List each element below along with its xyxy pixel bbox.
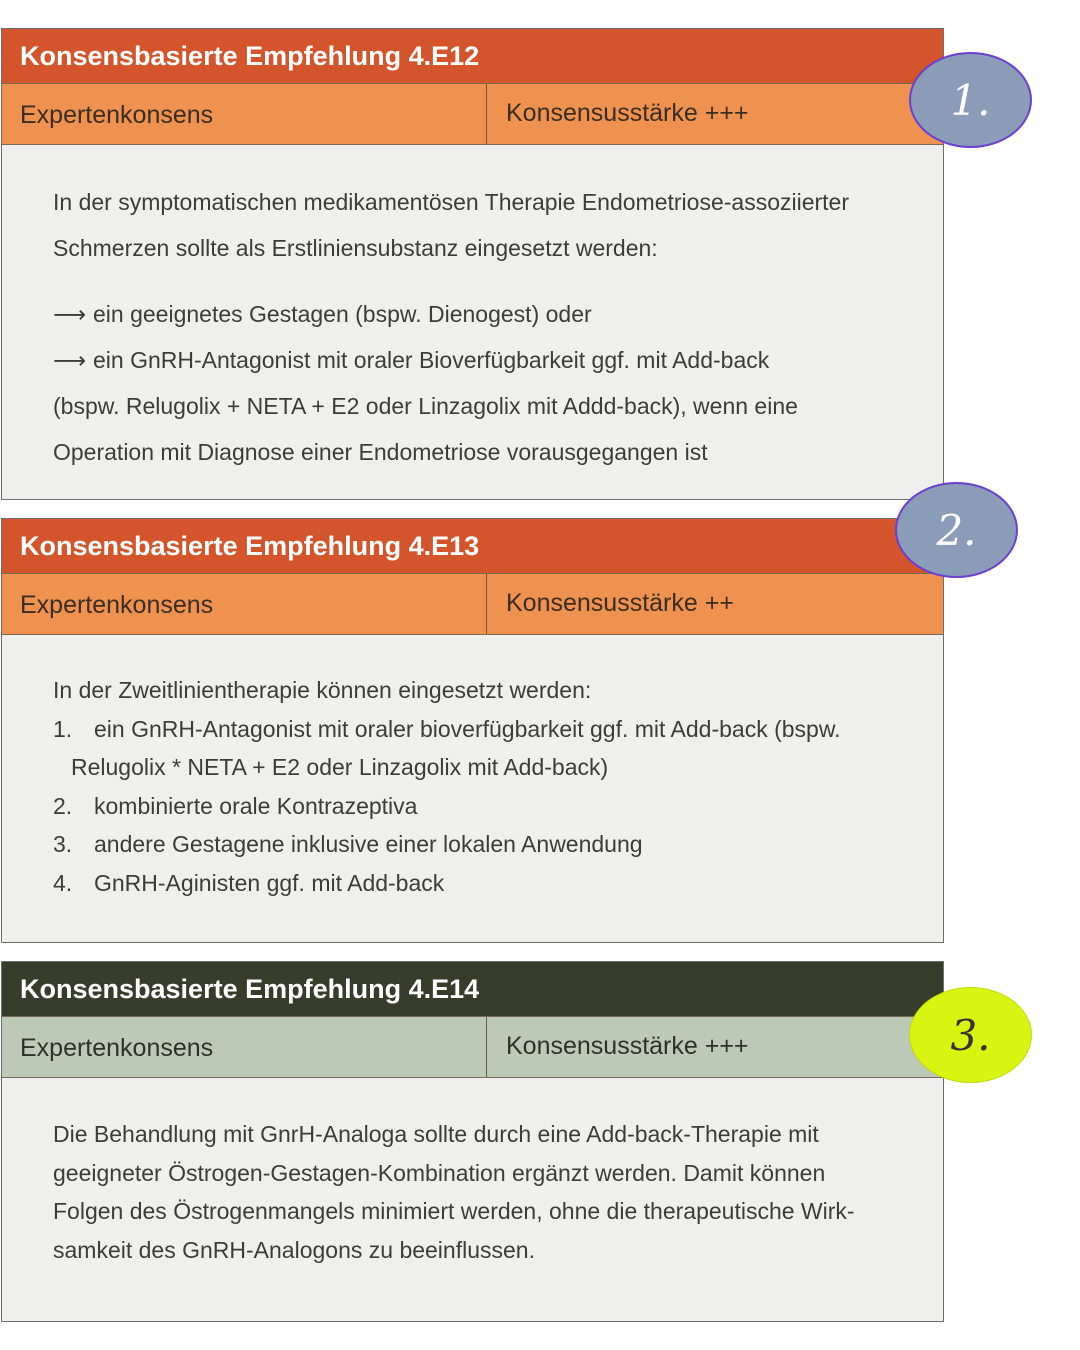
list-number: 3.: [53, 831, 73, 857]
number-badge-2: 2.: [895, 482, 1018, 578]
number-badge-3: 3.: [909, 987, 1032, 1083]
list-item-text: kombinierte orale Kontrazeptiva: [94, 792, 418, 819]
card-title: Konsensbasierte Empfehlung 4.E14: [2, 962, 943, 1016]
consensus-row: [2, 1016, 943, 1078]
card-body: [53, 1115, 919, 1269]
consensus-row: [2, 573, 943, 635]
list-item: [53, 864, 923, 903]
recommendation-card-4e12: [1, 28, 944, 500]
consensus-type: Expertenkonsens: [2, 84, 487, 144]
recommendation-card-4e13: [1, 518, 944, 943]
consensus-row: [2, 83, 943, 145]
body-line: Die Behandlung mit GnrH-Analoga sollte durch eine Add-back-Therapie mit: [53, 1121, 819, 1147]
arrow-right-icon: ⟶: [53, 347, 86, 373]
body-line: samkeit des GnRH-Analogons zu beeinflussen.: [53, 1236, 535, 1263]
consensus-type: Expertenkonsens: [2, 574, 487, 634]
list-item-continuation: Operation mit Diagnose einer Endometriose vorausgegangen ist: [53, 439, 708, 465]
list-item: ⟶ ein geeignetes Gestagen (bspw. Dienogest) oder: [53, 291, 923, 337]
list-item: ⟶ ein GnRH-Antagonist mit oraler Bioverfügbarkeit ggf. mit Add-back: [53, 337, 923, 383]
consensus-strength: Konsensusstärke +++: [506, 1032, 749, 1060]
list-item: [53, 787, 923, 826]
card-body: [53, 179, 923, 475]
recommendation-card-4e14: [1, 961, 944, 1322]
list-item-text: GnRH-Aginisten ggf. mit Add-back: [94, 869, 445, 896]
list-item: [53, 825, 923, 864]
list-number: 2.: [53, 792, 73, 819]
numbered-list: [53, 710, 923, 903]
card-title: Konsensbasierte Empfehlung 4.E13: [2, 519, 943, 573]
intro-line: Schmerzen sollte als Erstliniensubstanz eingesetzt werden:: [53, 235, 658, 261]
list-item-text: ein GnRH-Antagonist mit oraler bioverfügbarkeit ggf. mit Add-back (bspw.: [94, 715, 841, 742]
consensus-strength: Konsensusstärke +++: [506, 99, 749, 127]
list-item-text: andere Gestagene inklusive einer lokalen Anwendung: [94, 831, 643, 857]
number-badge-1: 1.: [909, 52, 1032, 148]
list-number: 1.: [53, 715, 73, 742]
intro-line: In der Zweitlinientherapie können eingesetzt werden:: [53, 677, 592, 703]
arrow-right-icon: ⟶: [53, 301, 86, 327]
intro-line: In der symptomatischen medikamentösen Therapie Endometriose-assoziierter: [53, 189, 850, 215]
consensus-type: Expertenkonsens: [2, 1017, 487, 1077]
body-line: geeigneter Östrogen-Gestagen-Kombination ergänzt werden. Damit können: [53, 1159, 826, 1186]
list-item-continuation: (bspw. Relugolix + NETA + E2 oder Linzagolix mit Addd-back), wenn eine: [53, 393, 798, 419]
consensus-strength: Konsensusstärke ++: [506, 589, 734, 617]
card-title: Konsensbasierte Empfehlung 4.E12: [2, 29, 943, 83]
body-line: Folgen des Östrogenmangels minimiert werden, ohne die therapeutische Wirk-: [53, 1198, 855, 1224]
list-item-continuation: Relugolix * NETA + E2 oder Linzagolix mit Add-back): [71, 754, 609, 780]
card-body: [53, 671, 923, 902]
list-item: [53, 710, 923, 787]
list-number: 4.: [53, 869, 73, 896]
